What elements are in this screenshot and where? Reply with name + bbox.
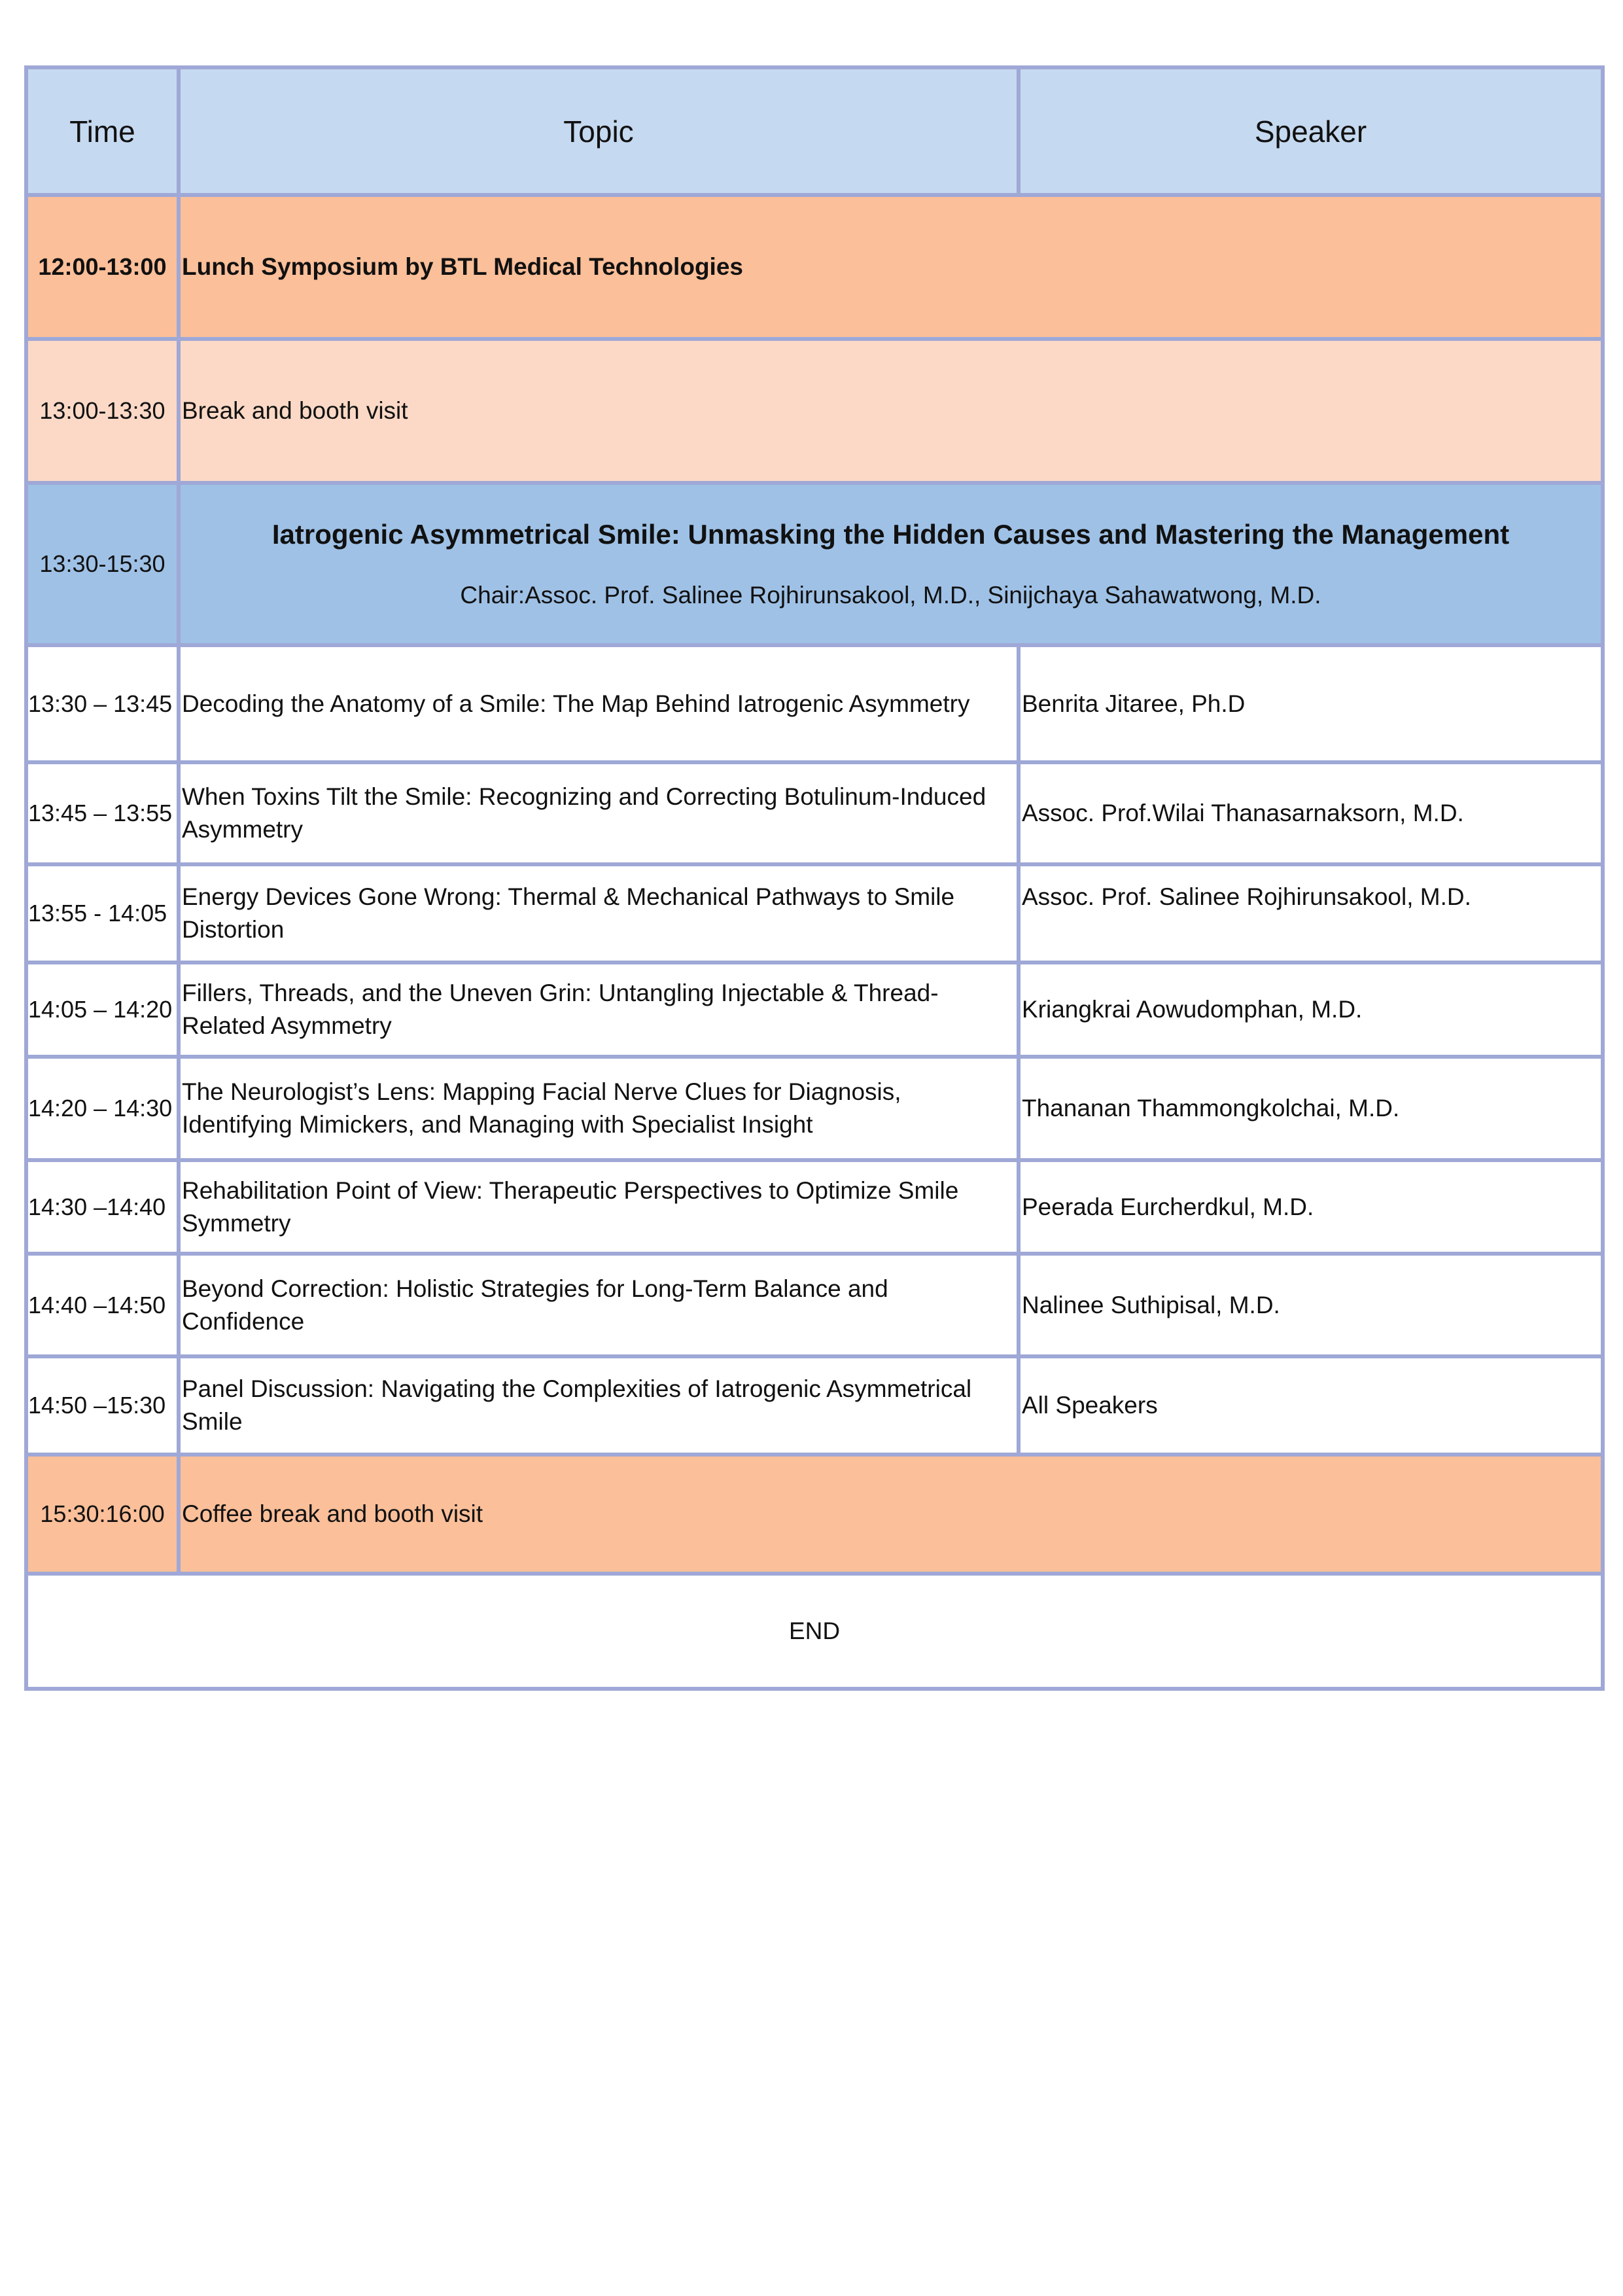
talk-time: 14:50 –15:30 — [26, 1356, 179, 1455]
talk-topic: The Neurologist’s Lens: Mapping Facial Nerve Clues for Diagnosis, Identifying Mimickers, and Managing with Specialist Insight — [179, 1057, 1019, 1160]
session-chair: Chair:Assoc. Prof. Salinee Rojhirunsakool, M.D., Sinijchaya Sahawatwong, M.D. — [460, 582, 1321, 609]
header-speaker: Speaker — [1019, 67, 1603, 195]
talk-speaker: Assoc. Prof. Salinee Rojhirunsakool, M.D. — [1019, 864, 1603, 963]
header-row — [26, 67, 1603, 195]
talk-speaker: Benrita Jitaree, Ph.D — [1019, 645, 1603, 762]
talk-topic: When Toxins Tilt the Smile: Recognizing and Correcting Botulinum-Induced Asymmetry — [179, 762, 1019, 864]
talk-time: 13:30 – 13:45 — [26, 645, 179, 762]
coffee-topic: Coffee break and booth visit — [179, 1455, 1603, 1574]
break-row — [26, 339, 1603, 483]
talk-row — [26, 963, 1603, 1057]
lunch-row — [26, 195, 1603, 339]
break-time: 13:00-13:30 — [26, 339, 179, 483]
end-row — [26, 1574, 1603, 1689]
talk-speaker: All Speakers — [1019, 1356, 1603, 1455]
talk-speaker: Nalinee Suthipisal, M.D. — [1019, 1254, 1603, 1356]
talk-time: 14:05 – 14:20 — [26, 963, 179, 1057]
talk-row — [26, 645, 1603, 762]
talk-row — [26, 1254, 1603, 1356]
talk-topic: Decoding the Anatomy of a Smile: The Map Behind Iatrogenic Asymmetry — [179, 645, 1019, 762]
talk-row — [26, 1356, 1603, 1455]
talk-time: 13:45 – 13:55 — [26, 762, 179, 864]
talk-topic: Panel Discussion: Navigating the Complexities of Iatrogenic Asymmetrical Smile — [179, 1356, 1019, 1455]
talk-time: 13:55 - 14:05 — [26, 864, 179, 963]
talk-time: 14:30 –14:40 — [26, 1160, 179, 1254]
talk-row — [26, 1160, 1603, 1254]
talk-topic: Energy Devices Gone Wrong: Thermal & Mechanical Pathways to Smile Distortion — [179, 864, 1019, 963]
talk-row — [26, 1057, 1603, 1160]
break-topic: Break and booth visit — [179, 339, 1603, 483]
talk-speaker: Thananan Thammongkolchai, M.D. — [1019, 1057, 1603, 1160]
talk-speaker: Kriangkrai Aowudomphan, M.D. — [1019, 963, 1603, 1057]
session-title: Iatrogenic Asymmetrical Smile: Unmasking the Hidden Causes and Mastering the Management — [271, 519, 1510, 550]
agenda-table — [24, 65, 1605, 1691]
lunch-time: 12:00-13:00 — [26, 195, 179, 339]
coffee-row — [26, 1455, 1603, 1574]
talk-topic: Rehabilitation Point of View: Therapeutic Perspectives to Optimize Smile Symmetry — [179, 1160, 1019, 1254]
session-time: 13:30-15:30 — [26, 483, 179, 645]
header-time: Time — [26, 67, 179, 195]
talk-row — [26, 864, 1603, 963]
coffee-time: 15:30:16:00 — [26, 1455, 179, 1574]
header-topic: Topic — [179, 67, 1019, 195]
end-label: END — [26, 1574, 1603, 1689]
talk-speaker: Assoc. Prof.Wilai Thanasarnaksorn, M.D. — [1019, 762, 1603, 864]
talk-time: 14:20 – 14:30 — [26, 1057, 179, 1160]
talk-row — [26, 762, 1603, 864]
session-row — [26, 483, 1603, 645]
session-cell — [179, 483, 1603, 645]
talk-topic: Beyond Correction: Holistic Strategies for Long-Term Balance and Confidence — [179, 1254, 1019, 1356]
lunch-topic: Lunch Symposium by BTL Medical Technologies — [179, 195, 1603, 339]
talk-speaker: Peerada Eurcherdkul, M.D. — [1019, 1160, 1603, 1254]
talk-time: 14:40 –14:50 — [26, 1254, 179, 1356]
talk-topic: Fillers, Threads, and the Uneven Grin: Untangling Injectable & Thread-Related Asymmetry — [179, 963, 1019, 1057]
